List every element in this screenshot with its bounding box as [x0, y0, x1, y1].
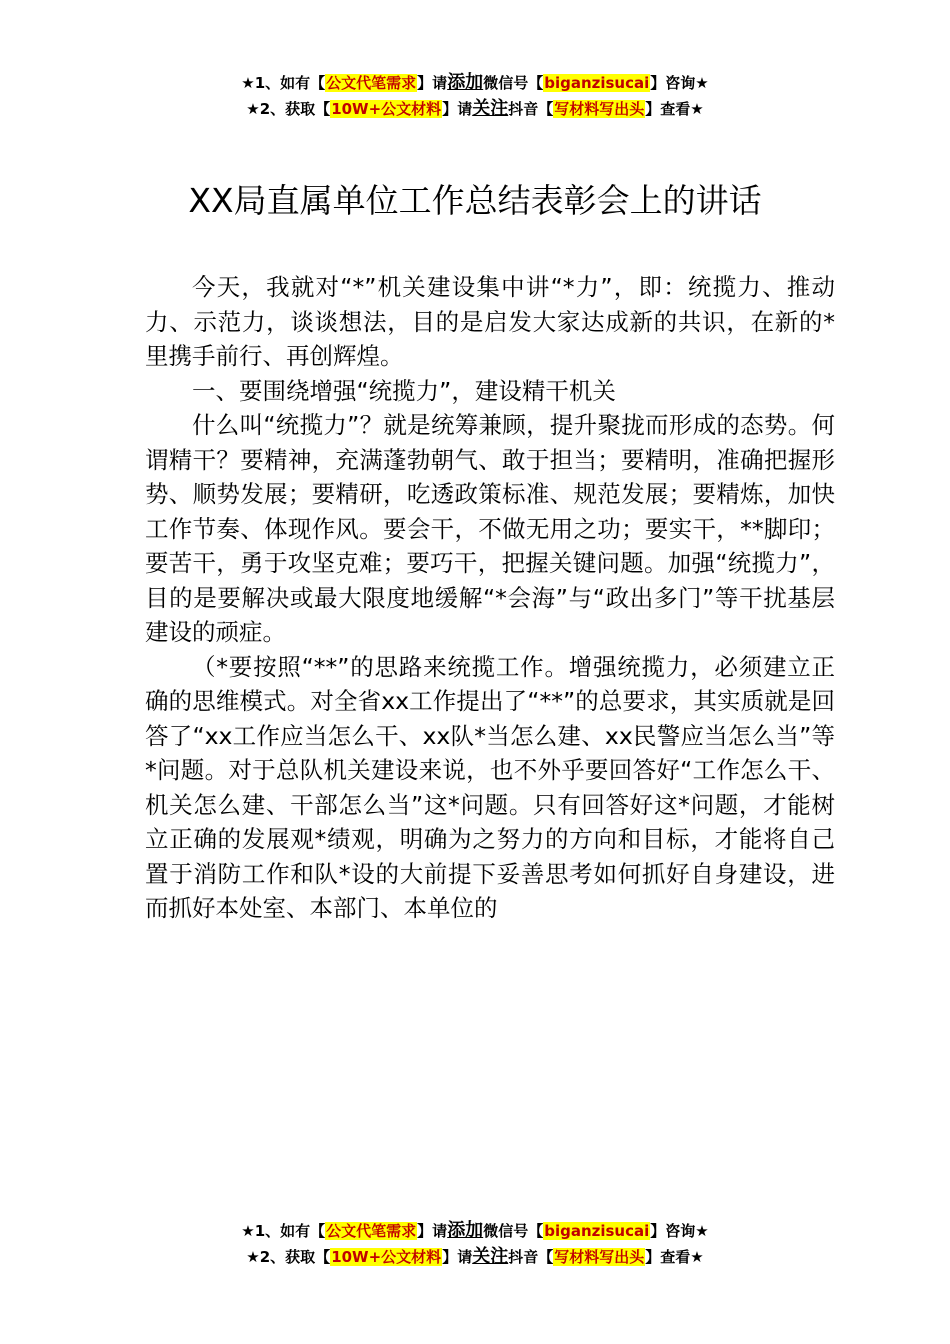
document-body [145, 270, 835, 926]
banner-underlined: 添加 [447, 72, 484, 93]
banner-line-1 [0, 70, 950, 96]
banner-highlight: 10W+公文材料 [331, 100, 442, 118]
banner-text: 】请 [442, 1248, 473, 1266]
banner-highlight: 写材料写出头 [554, 100, 645, 118]
banner-text: 】查看★ [645, 100, 704, 118]
banner-text: ★2、获取【 [246, 100, 331, 118]
banner-underlined: 添加 [447, 1220, 484, 1241]
banner-underlined: 关注 [472, 1246, 509, 1267]
banner-text: ★1、如有【 [241, 1222, 326, 1240]
banner-text: 】咨询★ [650, 1222, 709, 1240]
banner-text: 】查看★ [645, 1248, 704, 1266]
paragraph-intro: 今天，我就对“*”机关建设集中讲“*力”，即：统揽力、推动力、示范力，谈谈想法，目的是启发大家达成新的共识，在新的*里携手前行、再创辉煌。 [145, 273, 835, 370]
section-heading: 一、要围绕增强“统揽力”，建设精干机关 [192, 376, 616, 405]
document-title: XX局直属单位工作总结表彰会上的讲话 [188, 181, 762, 220]
header-banner [0, 70, 950, 122]
banner-highlight: 10W+公文材料 [331, 1248, 442, 1266]
banner-line-2 [0, 96, 950, 122]
banner-line-1 [0, 1218, 950, 1244]
banner-text: 】请 [442, 100, 473, 118]
banner-text: ★1、如有【 [241, 74, 326, 92]
banner-text: ★2、获取【 [246, 1248, 331, 1266]
banner-text: 抖音【 [508, 1248, 554, 1266]
banner-highlight: 写材料写出头 [554, 1248, 645, 1266]
banner-line-2 [0, 1244, 950, 1270]
banner-text: 】请 [417, 1222, 448, 1240]
banner-underlined: 关注 [472, 98, 509, 119]
banner-highlight: 公文代笔需求 [326, 74, 417, 92]
banner-text: 微信号【 [483, 74, 544, 92]
banner-highlight: 公文代笔需求 [326, 1222, 417, 1240]
paragraph: （*要按照“**”的思路来统揽工作。增强统揽力，必须建立正确的思维模式。对全省xx工作提出了“**”的总要求，其实质就是回答了“xx工作应当怎么干、xx队*当怎么建、xx民警应当怎么当”等*问题。对于总队机关建设来说，也不外乎要回答好“工作怎么干、机关怎么建、干部怎么当”这*问题。只有回答好这*问题，才能树立正确的发展观*绩观，明确为之努力的方向和目标，才能将自己置于消防工作和队*设的大前提下妥善思考如何抓好自身建设，进而抓好本处室、本部门、本单位的 [145, 652, 835, 922]
banner-text: 微信号【 [483, 1222, 544, 1240]
banner-text: 抖音【 [508, 100, 554, 118]
banner-highlight: biganzisucai [544, 74, 650, 92]
banner-highlight: biganzisucai [544, 1222, 650, 1240]
paragraph: 什么叫“统揽力”？就是统筹兼顾，提升聚拢而形成的态势。何谓精干？要精神，充满蓬勃朝气、敢于担当；要精明，准确把握形势、顺势发展；要精研，吃透政策标准、规范发展；要精炼，加快工作节奏、体现作风。要会干，不做无用之功；要实干，**脚印；要苦干，勇于攻坚克难；要巧干，把握关键问题。加强“统揽力”，目的是要解决或最大限度地缓解“*会海”与“政出多门”等干扰基层建设的顽症。 [145, 411, 835, 646]
banner-text: 】咨询★ [650, 74, 709, 92]
footer-banner [0, 1218, 950, 1270]
banner-text: 】请 [417, 74, 448, 92]
